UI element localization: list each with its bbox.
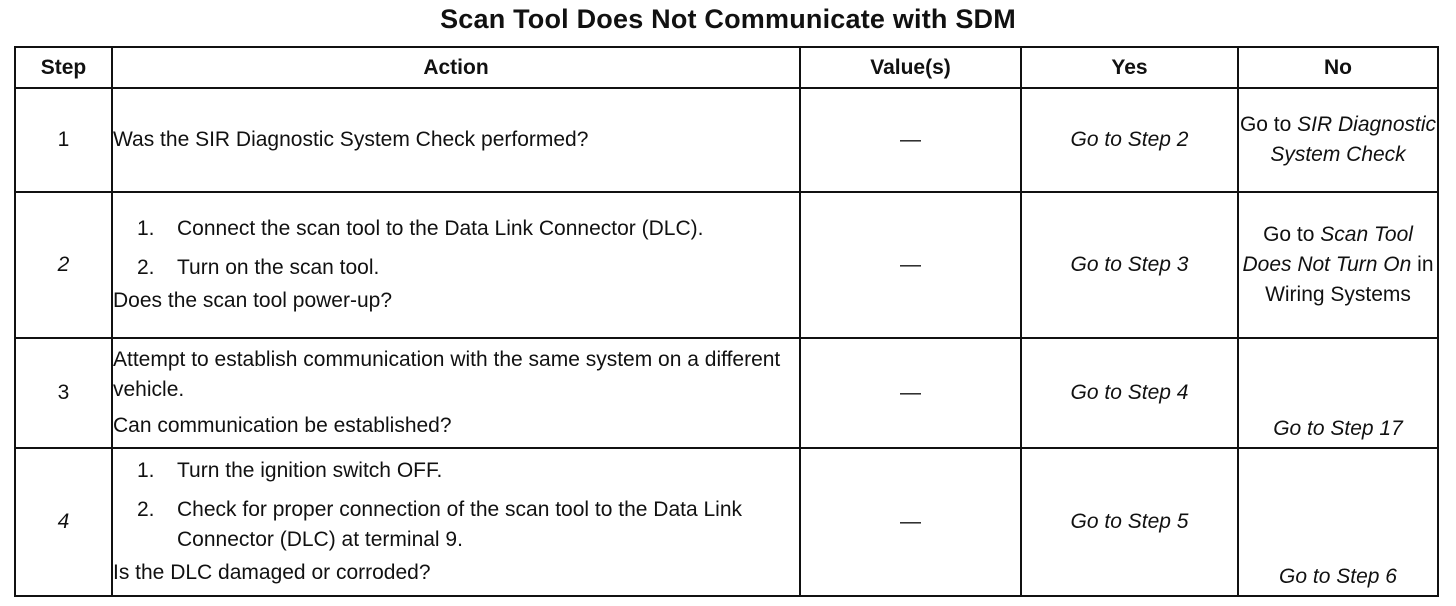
step-number: 4 bbox=[15, 448, 112, 596]
action-cell bbox=[112, 192, 800, 338]
list-item bbox=[113, 214, 799, 244]
list-item bbox=[113, 456, 799, 486]
action-text: Attempt to establish communication with the same system on a different vehicle. bbox=[113, 348, 781, 401]
value-cell: — bbox=[800, 88, 1021, 192]
question-text: Can communication be established? bbox=[113, 414, 452, 437]
no-prefix: Go to bbox=[1263, 223, 1315, 246]
value-cell: — bbox=[800, 448, 1021, 596]
list-number: 2. bbox=[137, 498, 155, 521]
table-row bbox=[15, 192, 1438, 338]
list-text: Turn on the scan tool. bbox=[177, 256, 380, 279]
no-cell bbox=[1238, 192, 1438, 338]
question-text: Is the DLC damaged or corroded? bbox=[113, 561, 431, 584]
header-no: No bbox=[1238, 47, 1438, 88]
header-action: Action bbox=[112, 47, 800, 88]
action-text: Was the SIR Diagnostic System Check performed? bbox=[113, 128, 589, 151]
no-link[interactable]: SIR Diagnostic System Check bbox=[1270, 113, 1437, 166]
yes-cell: Go to Step 4 bbox=[1021, 338, 1238, 448]
list-item bbox=[113, 253, 799, 283]
yes-cell: Go to Step 2 bbox=[1021, 88, 1238, 192]
header-values: Value(s) bbox=[800, 47, 1021, 88]
action-list bbox=[113, 214, 799, 283]
header-step: Step bbox=[15, 47, 112, 88]
step-number: 2 bbox=[15, 192, 112, 338]
list-number: 1. bbox=[137, 459, 155, 482]
no-prefix: Go to bbox=[1239, 113, 1292, 136]
value-cell: — bbox=[800, 192, 1021, 338]
step-number: 3 bbox=[15, 338, 112, 448]
question-text: Does the scan tool power-up? bbox=[113, 289, 392, 312]
list-number: 1. bbox=[137, 217, 155, 240]
no-cell: Go to Step 6 bbox=[1238, 448, 1438, 596]
no-suffix: in Wiring Systems bbox=[1265, 253, 1434, 306]
header-yes: Yes bbox=[1021, 47, 1238, 88]
diagnostic-table bbox=[14, 46, 1439, 597]
list-text: Turn the ignition switch OFF. bbox=[177, 459, 443, 482]
table-row bbox=[15, 338, 1438, 448]
table-row bbox=[15, 88, 1438, 192]
list-item bbox=[113, 495, 799, 555]
list-text: Connect the scan tool to the Data Link Connector (DLC). bbox=[177, 217, 704, 240]
yes-cell: Go to Step 5 bbox=[1021, 448, 1238, 596]
value-cell: — bbox=[800, 338, 1021, 448]
list-number: 2. bbox=[137, 256, 155, 279]
action-cell bbox=[112, 88, 800, 192]
yes-cell: Go to Step 3 bbox=[1021, 192, 1238, 338]
no-cell bbox=[1238, 88, 1438, 192]
list-text: Check for proper connection of the scan tool to the Data Link Connector (DLC) at terminal 9. bbox=[177, 498, 743, 551]
table-row bbox=[15, 448, 1438, 596]
no-link[interactable]: Scan Tool Does Not Turn On bbox=[1242, 223, 1413, 276]
no-cell: Go to Step 17 bbox=[1238, 338, 1438, 448]
action-list bbox=[113, 456, 799, 555]
table-header-row bbox=[15, 47, 1438, 88]
action-cell bbox=[112, 448, 800, 596]
action-cell bbox=[112, 338, 800, 448]
page-title: Scan Tool Does Not Communicate with SDM bbox=[440, 4, 1016, 34]
step-number: 1 bbox=[15, 88, 112, 192]
